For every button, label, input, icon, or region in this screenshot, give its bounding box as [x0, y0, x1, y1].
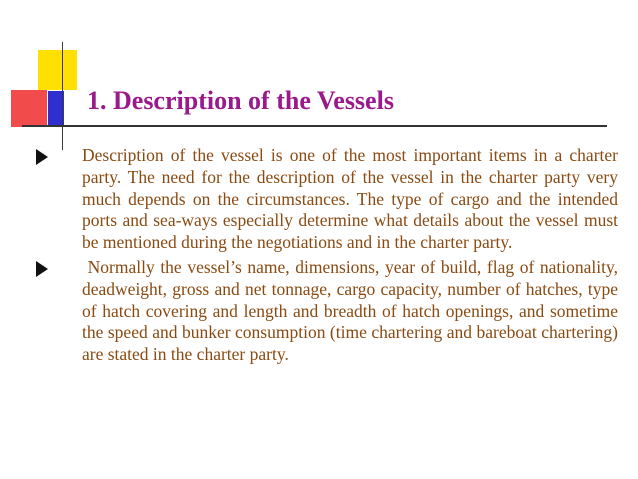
bullet-text: Normally the vessel’s name, dimensions, year of build, flag of nationality, deadweight, gross and net tonnage, cargo capacity, number of hatches, type of hatch covering and length and breadth of hatch openings, and sometime the speed and bunker consumption (time chartering and bareboat chartering) are stated in the charter party. — [82, 256, 623, 365]
decor-red-square — [11, 90, 47, 127]
decor-vertical-line — [62, 42, 63, 150]
title-underline — [22, 125, 607, 127]
bullet-item — [32, 256, 623, 366]
bullet-text: Description of the vessel is one of the most important items in a charter party. The need for the description of the vessel in the charter party very much depends on the circumstances. The type of cargo and the intended ports and sea-ways especially determine what details about the vessel must be mentioned during the negotiations and in the charter party. — [82, 145, 618, 253]
bullet-arrow-icon — [36, 261, 48, 277]
decor-yellow-square — [38, 50, 77, 90]
bullet-arrow-icon — [36, 149, 48, 165]
bullet-item — [32, 145, 618, 254]
bullet-list — [32, 145, 623, 369]
slide-title: 1. Description of the Vessels — [87, 86, 394, 115]
